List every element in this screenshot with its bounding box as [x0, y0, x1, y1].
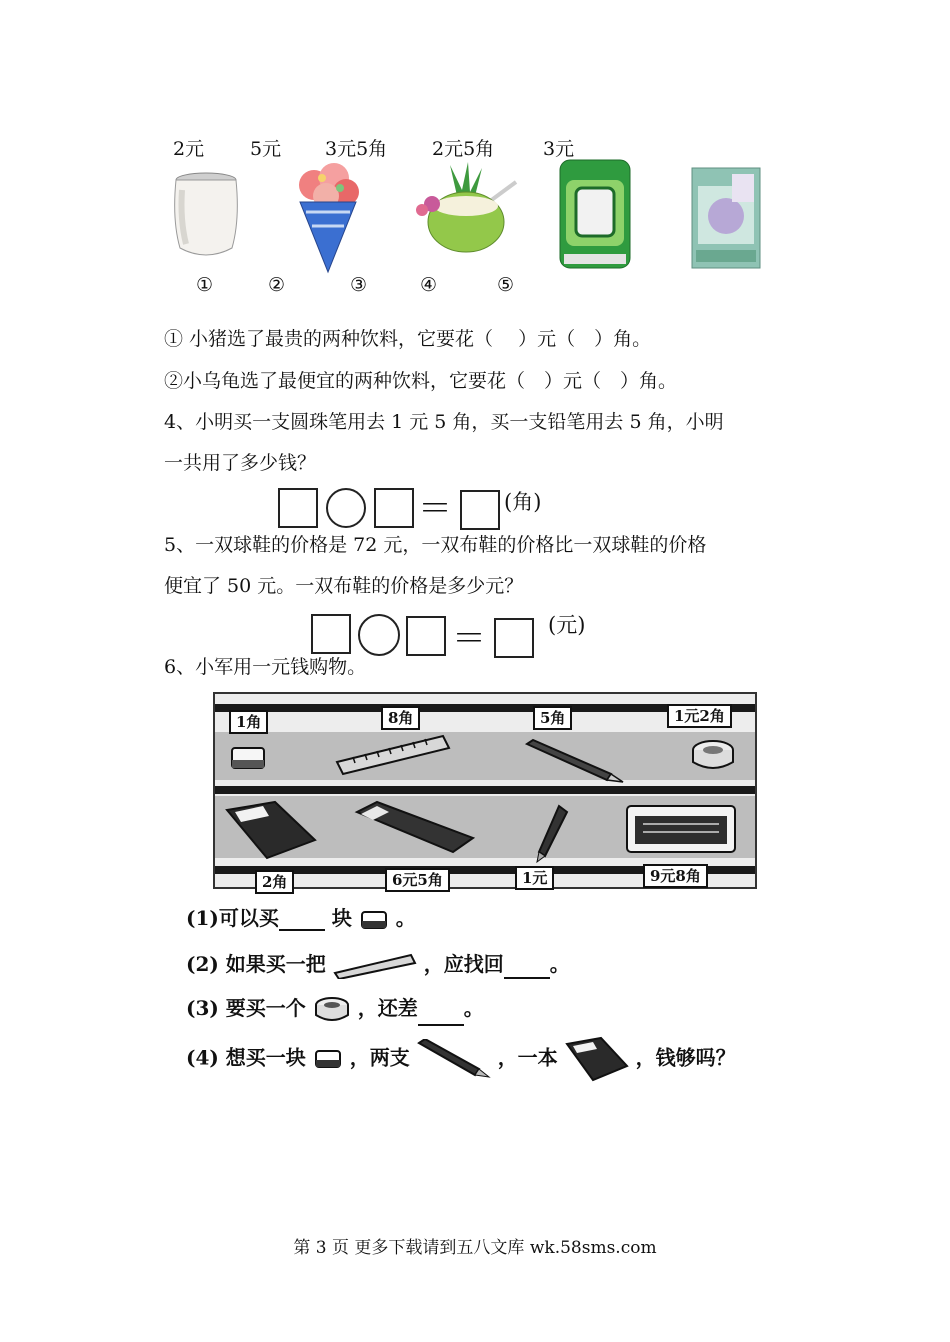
pencil-sharpener-icon — [689, 736, 737, 774]
q6-item-1: (1)可以买 块 。 — [186, 906, 416, 930]
pencil-sharpener-icon — [313, 994, 351, 1026]
eraser-icon — [359, 909, 389, 931]
price-tag-eraser: 1角 — [229, 710, 268, 734]
price-tag-ruler: 8角 — [381, 706, 420, 730]
yogurt-cup-image — [170, 170, 242, 260]
eraser-icon — [229, 742, 269, 774]
q5-operator-circle[interactable] — [358, 614, 400, 656]
q4-operator-circle[interactable] — [326, 488, 366, 528]
price-4: 2元5角 — [432, 138, 495, 160]
q6-2-blank[interactable] — [504, 959, 550, 979]
page-footer: 第 3 页 更多下载请到五八文库 wk.58sms.com — [293, 1238, 657, 1258]
q5-answer-box-1[interactable] — [311, 614, 351, 654]
price-tag-pencil-case: 6元5角 — [385, 868, 450, 892]
q6-item-2: (2) 如果买一把 ，应找回 。 — [186, 948, 570, 979]
q5-unit: (元) — [548, 613, 586, 637]
drink-label-1: ① — [196, 274, 214, 296]
notebook-icon — [223, 800, 319, 862]
drink-label-2: ② — [268, 274, 286, 296]
pencil-icon — [417, 1039, 491, 1079]
pen-icon — [531, 802, 571, 864]
pencil-box-icon — [623, 798, 741, 856]
shop-shelf-illustration — [213, 692, 757, 889]
juice-box-image — [690, 166, 762, 270]
pencil-case-icon — [353, 798, 477, 856]
q6-3-blank[interactable] — [418, 1006, 464, 1026]
coconut-drink-image — [408, 160, 520, 260]
q6-1-blank[interactable] — [279, 911, 325, 931]
price-tag-pencil: 5角 — [533, 706, 572, 730]
question-3-1: ① 小猪选了最贵的两种饮料，它要花（ ）元（ ）角。 — [164, 328, 652, 350]
drink-label-5: ⑤ — [497, 274, 515, 296]
price-tag-notebook: 2角 — [255, 870, 294, 894]
price-5: 3元 — [543, 138, 575, 160]
q4-unit: (角) — [504, 490, 542, 514]
drink-label-4: ④ — [420, 274, 438, 296]
price-3: 3元5角 — [325, 138, 388, 160]
eraser-icon — [313, 1048, 343, 1070]
price-tag-pen: 1元 — [515, 866, 554, 890]
notebook-icon — [565, 1036, 629, 1082]
ice-cream-cone-image — [292, 160, 364, 275]
question-6-title: 6、小军用一元钱购物。 — [164, 656, 367, 678]
q6-item-4: (4) 想买一块 ，两支 ，一本 ，钱够吗？ — [186, 1036, 736, 1082]
price-tag-sharpener: 1元2角 — [667, 704, 732, 728]
pencil-icon — [523, 738, 627, 784]
question-4-line-2: 一共用了多少钱？ — [164, 452, 317, 474]
q5-equals-sign: ＝ — [452, 619, 486, 659]
price-1: 2元 — [173, 138, 205, 160]
price-tag-pencil-box: 9元8角 — [643, 864, 708, 888]
question-4-line-1: 4、小明买一支圆珠笔用去 1 元 5 角，买一支铅笔用去 5 角，小明 — [164, 411, 724, 433]
q4-equals-sign: ＝ — [418, 489, 452, 529]
ruler-icon — [335, 732, 451, 776]
drink-label-3: ③ — [350, 274, 368, 296]
question-5-line-2: 便宜了 50 元。一双布鞋的价格是多少元？ — [164, 575, 524, 597]
q5-result-box[interactable] — [494, 618, 534, 658]
q4-answer-box-2[interactable] — [374, 488, 414, 528]
q4-answer-box-1[interactable] — [278, 488, 318, 528]
price-2: 5元 — [250, 138, 282, 160]
question-5-line-1: 5、一双球鞋的价格是 72 元，一双布鞋的价格比一双球鞋的价格 — [164, 534, 707, 556]
q5-answer-box-2[interactable] — [406, 616, 446, 656]
soda-can-image — [558, 158, 632, 270]
q6-item-3: (3) 要买一个 ，还差 。 — [186, 992, 484, 1026]
q4-result-box[interactable] — [460, 490, 500, 530]
question-3-2: ②小乌龟选了最便宜的两种饮料，它要花（ ）元（ ）角。 — [164, 370, 678, 392]
ruler-icon — [333, 953, 417, 979]
